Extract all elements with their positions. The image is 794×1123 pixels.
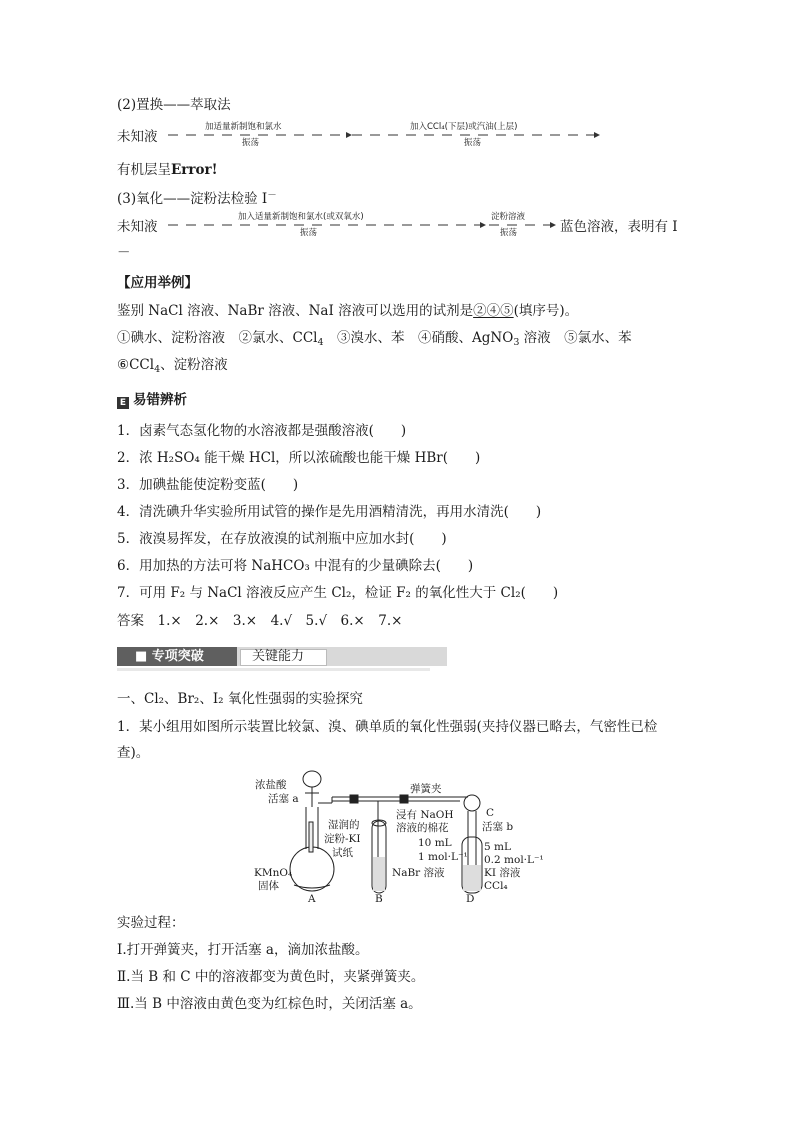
label-stopcock-b: 活塞 b [482,821,514,833]
flow-arrows [0,0,794,260]
label-vol2: 5 mL [484,841,511,853]
label-conc1: 1 mol·L⁻¹ [418,851,468,863]
label-stopcock-a: 活塞 a [268,793,299,805]
label-A: A [308,893,316,905]
flow3-step1-bottom: 振荡 [300,228,318,238]
errors-answer: 答案 1.× 2.× 3.× 4.√ 5.√ 6.× 7.× [117,613,403,629]
error-item: 2．浓 H₂SO₄ 能干燥 HCl，所以浓硫酸也能干燥 HBr( ) [117,450,481,466]
app-example-options-1: ①碘水、淀粉溶液 ②氯水、CCl$_4$ ③溴水、苯 ④硝酸、AgNO$_3$ 溶液 ⑤氯水、苯 [117,330,632,348]
flow3-step2-top: 淀粉溶液 [491,212,526,222]
question1-line1: 1．某小组用如图所示装置比较氯、溴、碘单质的氧化性强弱(夹持仪器已略去，气密性已检 [117,719,658,735]
label-conc2: 0.2 mol·L⁻¹ [484,854,544,866]
banner-left-label: ■ 专项突破 [135,649,204,664]
label-nabr: NaBr 溶液 [392,867,445,879]
flow2-step1-bottom: 振荡 [242,138,260,148]
label-ccl4: CCl₄ [484,880,508,892]
app-example-options-2: ⑥CCl$_4$、淀粉溶液 [117,357,228,375]
apparatus-diagram [250,767,550,907]
error-item: 4．清洗碘升华实验所用试管的操作是先用酒精清洗，再用水清洗( ) [117,504,542,520]
flow2-step1-top: 加适量新制饱和氯水 [205,122,282,132]
arrowhead-icon [550,222,556,228]
errors-heading: E 易错辨析 [117,391,187,409]
app-example-answer: ②④⑤ [473,303,514,319]
error-item: 3．加碘盐能使淀粉变蓝( ) [117,477,299,493]
question1-line2: 查)。 [117,745,150,761]
flow3-start: 未知液 [117,219,158,235]
app-example-question: 鉴别 NaCl 溶液、NaBr 溶液、NaI 溶液可以选用的试剂是②④⑤(填序号)。 [117,303,579,319]
error-item: 5．液溴易挥发，在存放液溴的试剂瓶中应加水封( ) [117,531,447,547]
label-naoh-2: 溶液的棉花 [396,822,449,834]
label-B: B [375,893,383,905]
flow2-step2-bottom: 振荡 [464,138,482,148]
label-vol1: 10 mL [418,837,452,849]
error-item: 1．卤素气态氢化物的水溶液都是强酸溶液( ) [117,423,407,439]
arrowhead-icon [594,132,600,138]
label-D: D [466,893,475,905]
label-clip: 弹簧夹 [410,783,442,795]
label-hcl: 浓盐酸 [255,779,287,791]
process-heading: 实验过程： [117,915,185,931]
label-c: C [486,807,495,819]
section2-title: (2)置换——萃取法 [117,97,231,113]
label-wet-paper-1: 湿润的 [328,819,360,831]
error-item: 7．可用 F₂ 与 NaCl 溶液反应产生 Cl₂，检证 F₂ 的氧化性大于 Cl₂( ) [117,585,559,601]
process-step: Ⅱ.当 B 和 C 中的溶液都变为黄色时，夹紧弹簧夹。 [117,969,425,985]
process-step: Ⅲ.当 B 中溶液由黄色变为红棕色时，关闭活塞 a。 [117,996,422,1012]
part1-heading: 一、Cl₂、Br₂、I₂ 氧化性强弱的实验探究 [117,691,363,707]
flow2-step2-top: 加入CCl₄(下层)或汽油(上层) [410,122,518,132]
label-kmno4: KMnO₄ [254,867,293,879]
flow2-result-prefix: 有机层呈 [117,162,171,178]
flow3-result: 蓝色溶液，表明有 I [560,219,678,235]
process-step: Ⅰ.打开弹簧夹，打开活塞 a，滴加浓盐酸。 [117,942,369,958]
arrowhead-icon [480,222,486,228]
label-wet-paper-3: 试纸 [332,847,353,859]
flow3-step2-bottom: 振荡 [500,228,518,238]
arrowhead-icon [346,132,352,138]
flow3-step1-top: 加入适量新制饱和氯水(或双氧水) [238,212,364,222]
error-item: 6．用加热的方法可将 NaHCO₃ 中混有的少量碘除去( ) [117,558,474,574]
section3-title: (3)氧化——淀粉法检验 I－ [117,190,277,207]
label-ki: KI 溶液 [484,867,521,879]
banner-right-label: 关键能力 [252,649,305,664]
section-banner [117,643,430,671]
flow2-start: 未知液 [117,129,158,145]
error-text: Error! [171,162,218,178]
flow3-result-cont: － [117,245,131,261]
label-solid: 固体 [258,880,279,892]
label-wet-paper-2: 淀粉-KI [324,833,361,845]
app-example-heading: 【应用举例】 [117,275,198,291]
label-naoh-1: 浸有 NaOH [396,809,454,821]
error-check-icon: E [117,397,129,409]
